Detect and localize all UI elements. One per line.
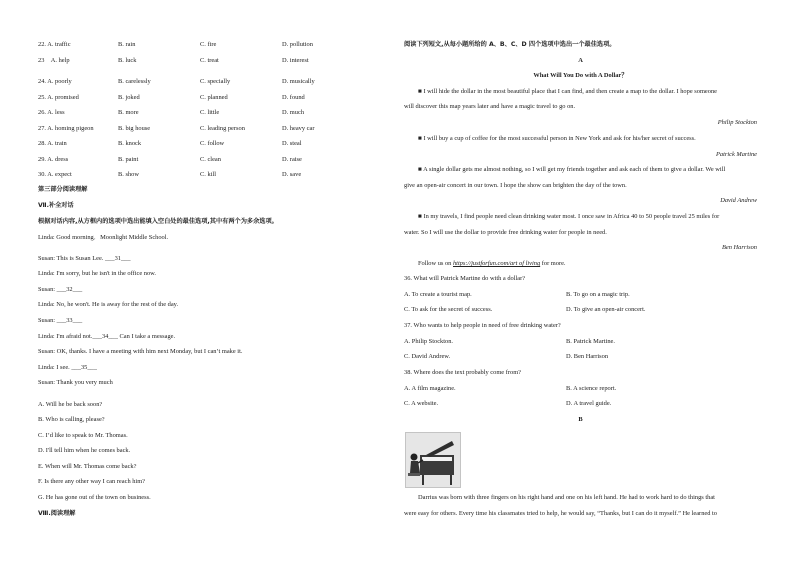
choice-option: D. save bbox=[282, 171, 302, 178]
choice-option: D. much bbox=[282, 109, 305, 116]
choice-option: B. rain bbox=[118, 41, 136, 48]
dialog-line: Susan: Thank you very much bbox=[38, 379, 113, 386]
question-option: C. To ask for the secret of success. bbox=[404, 306, 493, 313]
passage-b-line: were easy for others. Every time his classmates tried to help, he would say, “Thanks, but I can do it myself.” He learned to bbox=[404, 510, 717, 517]
passage-line: ■ I will hide the dollar in the most beautiful place that I can find, and then create a map to the dollar. I hope someone bbox=[418, 88, 717, 95]
choice-option: C. leading person bbox=[200, 125, 245, 132]
choice-option: 26. A. less bbox=[38, 109, 65, 116]
option-item: A. Will he be back soon? bbox=[38, 401, 103, 408]
passage-b-line: Darrius was born with three fingers on his right hand and one on his left hand. He had to work hard to do things that bbox=[418, 494, 715, 501]
choice-option: 29. A. dress bbox=[38, 156, 69, 163]
question-text: 38. Where does the text probably come from? bbox=[404, 369, 522, 376]
dialog-line: Linda: I see. ___35___ bbox=[38, 364, 97, 371]
question-option: B. Patrick Martine. bbox=[566, 338, 615, 345]
choice-option: B. carelessly bbox=[118, 78, 151, 85]
choice-option: B. knock bbox=[118, 140, 142, 147]
passage-b-label: B bbox=[578, 416, 583, 423]
passage-line: give an open-air concert in our town. I hope the show can brighten the day of the town. bbox=[404, 182, 627, 189]
choice-option: C. fire bbox=[200, 41, 217, 48]
choice-option: D. musically bbox=[282, 78, 315, 85]
question-option: C. David Andrew. bbox=[404, 353, 451, 360]
dialog-line: Linda: No, he won't. He is away for the rest of the day. bbox=[38, 301, 179, 308]
choice-option: B. big house bbox=[118, 125, 151, 132]
section7-title: Ⅶ.补全对话 bbox=[38, 202, 74, 209]
passage-a-title: What Will You Do with A Dollar？ bbox=[533, 72, 628, 79]
follow-link[interactable]: https://justforfun.com/art of living bbox=[452, 260, 541, 267]
choice-option: B. joked bbox=[118, 94, 140, 101]
question-option: B. A science report. bbox=[566, 385, 617, 392]
choice-option: B. show bbox=[118, 171, 139, 178]
choice-option: 28. A. train bbox=[38, 140, 67, 147]
dialog-line: Susan: ___33___ bbox=[38, 317, 83, 324]
passage-line: will discover this map years later and have a magic travel to go on. bbox=[404, 103, 576, 110]
entry-author: Philip Stockton bbox=[717, 119, 757, 126]
dialog-line: Susan: This is Susan Lee. ___31___ bbox=[38, 255, 131, 262]
follow-line bbox=[418, 260, 566, 268]
player-head bbox=[411, 454, 418, 461]
entry-author: Ben Harrison bbox=[722, 244, 757, 251]
choice-option: D. heavy car bbox=[282, 125, 315, 132]
dialog-instruction: 根据对话内容,从方框内的选项中选出能填入空白处的最佳选项,其中有两个为多余选项。 bbox=[38, 218, 278, 225]
choice-option: C. clean bbox=[200, 156, 221, 163]
passage-line: ■ A single dollar gets me almost nothing, so I will get my friends together and ask each of them to give a dollar. We will bbox=[418, 166, 726, 173]
part3-title: 第三部分阅读理解 bbox=[38, 186, 88, 193]
choice-option: C. treat bbox=[200, 57, 219, 64]
choice-option: C. specially bbox=[200, 78, 231, 85]
passage-line: water. So I will use the dollar to provide free drinking water for people in need. bbox=[404, 229, 607, 236]
choice-option: 24. A. poorly bbox=[38, 78, 72, 85]
passage-a-label: A bbox=[578, 57, 583, 64]
dialog-line: Linda: I'm sorry, but he isn't in the office now. bbox=[38, 270, 156, 277]
choice-option: B. luck bbox=[118, 57, 137, 64]
question-text: 37. Who wants to help people in need of free drinking water? bbox=[404, 322, 561, 329]
dialog-line: Linda: Good morning．Moonlight Middle School. bbox=[38, 234, 169, 241]
follow-prefix: Follow us on bbox=[418, 260, 453, 267]
choice-option: B. more bbox=[118, 109, 139, 116]
question-option: A. To create a tourist map. bbox=[404, 291, 472, 298]
entry-author: Patrick Martine bbox=[716, 151, 757, 158]
question-option: D. To give an open-air concert. bbox=[566, 306, 646, 313]
passage-line: ■ In my travels, I find people need clean drinking water most. I once saw in Africa 40 to 50 people travel 25 miles for bbox=[418, 213, 720, 220]
option-item: E. When will Mr. Thomas come back? bbox=[38, 463, 137, 470]
section8-title: Ⅷ.阅读理解 bbox=[38, 510, 76, 517]
passage-line: ■ I will buy a cup of coffee for the most successful person in New York and ask for his/her secret of success. bbox=[418, 135, 696, 142]
choice-option: C. little bbox=[200, 109, 220, 116]
option-item: D. I'll tell him when he comes back. bbox=[38, 447, 131, 454]
question-option: D. Ben Harrison bbox=[566, 353, 609, 360]
choice-option: C. planned bbox=[200, 94, 228, 101]
question-option: C. A website. bbox=[404, 400, 439, 407]
dialog-line: Linda: I'm afraid not.___34___ Can I take a message. bbox=[38, 333, 176, 340]
choice-option: 23 A. help bbox=[38, 57, 70, 64]
question-option: A. Philip Stockton. bbox=[404, 338, 454, 345]
entry-author: David Andrew bbox=[720, 197, 757, 204]
bench bbox=[408, 473, 420, 476]
choice-option: 30. A. expect bbox=[38, 171, 72, 178]
choice-option: D. raise bbox=[282, 156, 302, 163]
choice-option: D. steal bbox=[282, 140, 302, 147]
choice-option: C. kill bbox=[200, 171, 216, 178]
choice-option: D. interest bbox=[282, 57, 309, 64]
follow-suffix: for more. bbox=[540, 260, 566, 267]
option-item: B. Who is calling, please? bbox=[38, 416, 105, 423]
choice-option: D. found bbox=[282, 94, 305, 101]
choice-option: D. pollution bbox=[282, 41, 313, 48]
option-item: C. I’d like to speak to Mr. Thomas. bbox=[38, 432, 128, 439]
dialog-line: Susan: OK, thanks. I have a meeting with him next Monday, but I can’t make it. bbox=[38, 348, 243, 355]
option-item: F. Is there any other way I can reach him? bbox=[38, 478, 146, 485]
choice-option: C. follow bbox=[200, 140, 225, 147]
dialog-line: Susan: ___32___ bbox=[38, 286, 83, 293]
choice-option: 22. A. traffic bbox=[38, 41, 71, 48]
choice-option: B. paint bbox=[118, 156, 139, 163]
reading-instruction: 阅读下列短文,从每小题所给的 A、B、C、D 四个选项中选出一个最佳选项。 bbox=[404, 41, 616, 48]
choice-option: 25. A. promised bbox=[38, 94, 79, 101]
question-option: B. To go on a magic trip. bbox=[566, 291, 630, 298]
question-option: A. A film magazine. bbox=[404, 385, 456, 392]
piano-illustration bbox=[406, 433, 460, 487]
question-option: D. A travel guide. bbox=[566, 400, 612, 407]
choice-option: 27. A. homing pigeon bbox=[38, 125, 94, 132]
piano-player-image bbox=[405, 432, 461, 488]
option-item: G. He has gone out of the town on business. bbox=[38, 494, 151, 501]
piano-keys bbox=[422, 457, 452, 461]
question-text: 36. What will Patrick Martine do with a dollar? bbox=[404, 275, 526, 282]
